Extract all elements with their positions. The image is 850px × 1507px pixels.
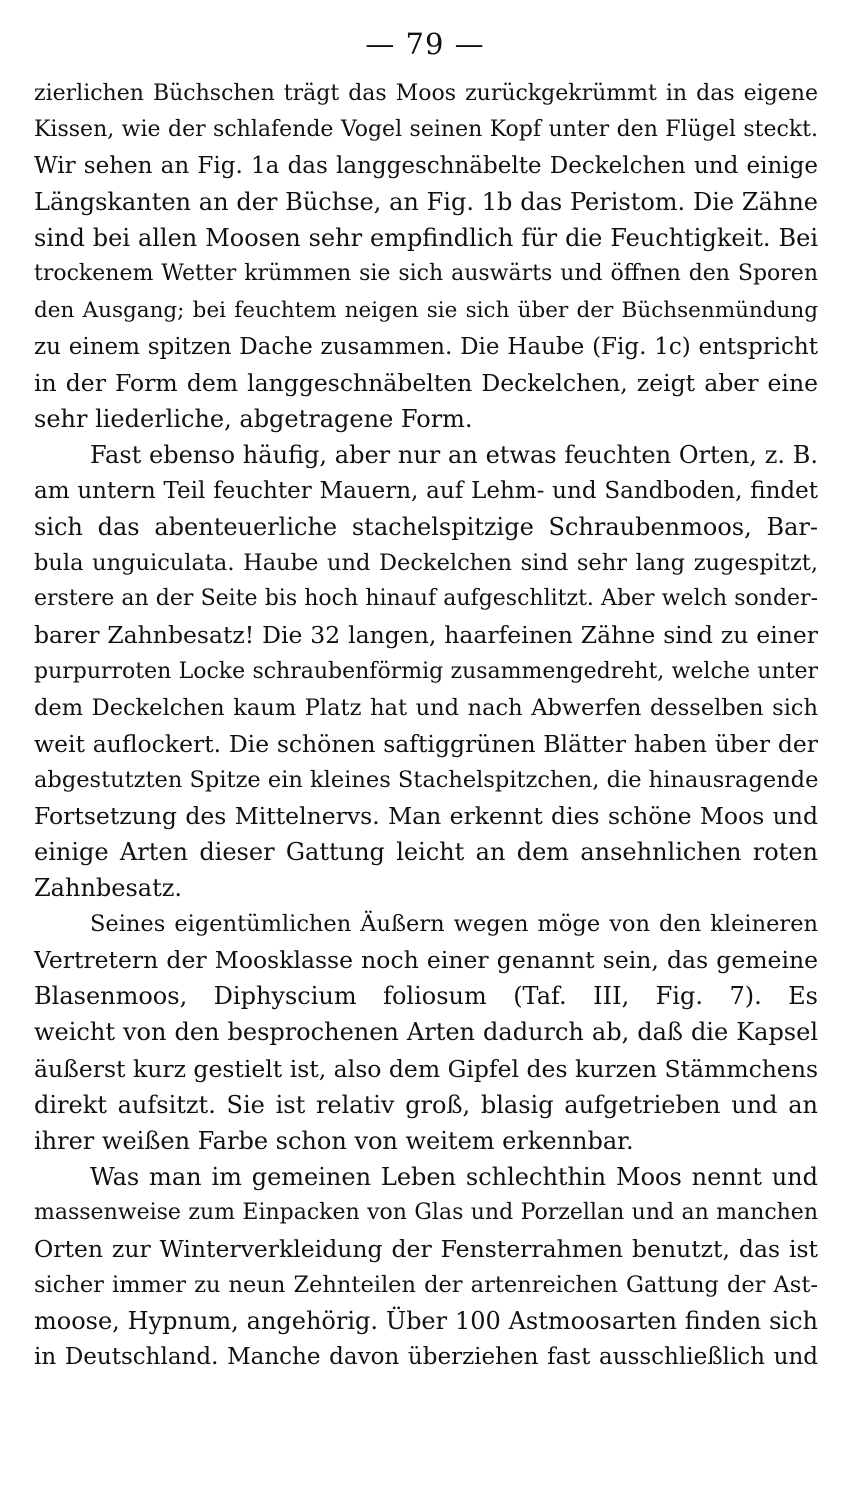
- text-line: am untern Teil feuchter Mauern, auf Lehm- und Sandboden, findet: [34, 478, 818, 505]
- text-line: dem Deckelchen kaum Platz hat und nach Abwerfen desselben sich: [34, 694, 818, 721]
- text-line: in der Form dem langgeschnäbelten Deckelchen, zeigt aber eine: [34, 368, 818, 397]
- text-line: Blasenmoos, Diphyscium foliosum (Taf. III, Fig. 7). Es: [34, 982, 818, 1011]
- text-line: zierlichen Büchschen trägt das Moos zurückgekrümmt in das eigene: [34, 81, 818, 106]
- text-line: Zahnbesatz.: [34, 874, 183, 903]
- text-line: Seines eigentümlichen Äußern wegen möge von den kleineren: [90, 911, 818, 938]
- text-line: ihrer weißen Farbe schon von weitem erkennbar.: [34, 1126, 634, 1155]
- text-line: trockenem Wetter krümmen sie sich auswärts und öffnen den Sporen: [34, 261, 818, 287]
- text-line: sehr liederliche, abgetragene Form.: [34, 404, 473, 433]
- text-line: weicht von den besprochenen Arten dadurch ab, daß die Kapsel: [34, 1018, 818, 1047]
- text-line: moose, Hypnum, angehörig. Über 100 Astmoosarten finden sich: [34, 1307, 818, 1336]
- text-line: Kissen, wie der schlafende Vogel seinen Kopf unter den Flügel steckt.: [34, 117, 818, 143]
- text-line: purpurroten Locke schraubenförmig zusammengedreht, welche unter: [34, 658, 818, 684]
- text-line: einige Arten dieser Gattung leicht an dem ansehnlichen roten: [34, 837, 818, 866]
- text-line: äußerst kurz gestielt ist, also dem Gipfel des kurzen Stämmchens: [34, 1054, 818, 1083]
- text-line: Fortsetzung des Mittelnervs. Man erkennt dies schöne Moos und: [34, 801, 818, 830]
- text-line: Längskanten an der Büchse, an Fig. 1b das Peristom. Die Zähne: [34, 188, 818, 217]
- text-line: Vertretern der Moosklasse noch einer genannt sein, das gemeine: [34, 946, 818, 975]
- body-text: [34, 76, 818, 1375]
- text-line: bula unguiculata. Haube und Deckelchen sind sehr lang zugespitzt,: [34, 550, 818, 577]
- text-line: weit auflockert. Die schönen saftiggrünen Blätter haben über der: [34, 729, 818, 758]
- text-line: den Ausgang; bei feuchtem neigen sie sich über der Büchsenmündung: [34, 297, 818, 323]
- text-line: sich das abenteuerliche stachelspitzige Schraubenmoos, Bar-: [34, 513, 818, 542]
- text-line: Orten zur Winterverkleidung der Fensterrahmen benutzt, das ist: [34, 1235, 818, 1263]
- text-line: Was man im gemeinen Leben schlechthin Moos nennt und: [90, 1162, 818, 1191]
- text-line: erstere an der Seite bis hoch hinauf aufgeschlitzt. Aber welch sonder-: [34, 586, 818, 612]
- text-line: in Deutschland. Manche davon überziehen fast ausschließlich und: [34, 1344, 818, 1371]
- text-line: Wir sehen an Fig. 1a das langgeschnäbelte Deckelchen und einige: [34, 153, 818, 180]
- text-line: zu einem spitzen Dache zusammen. Die Haube (Fig. 1c) entspricht: [34, 333, 818, 360]
- text-line: direkt aufsitzt. Sie ist relativ groß, blasig aufgetrieben und an: [34, 1090, 818, 1119]
- text-line: Fast ebenso häufig, aber nur an etwas feuchten Orten, z. B.: [90, 440, 818, 469]
- text-line: sind bei allen Moosen sehr empfindlich für die Feuchtigkeit. Bei: [34, 224, 818, 253]
- text-line: barer Zahnbesatz! Die 32 langen, haarfeinen Zähne sind zu einer: [34, 621, 818, 650]
- text-line: abgestutzten Spitze ein kleines Stachelspitzchen, die hinausragende: [34, 766, 818, 793]
- text-line: sicher immer zu neun Zehnteilen der artenreichen Gattung der Ast-: [34, 1272, 818, 1299]
- page-number: — 79 —: [365, 27, 485, 61]
- text-line: massenweise zum Einpacken von Glas und Porzellan und an manchen: [34, 1199, 818, 1225]
